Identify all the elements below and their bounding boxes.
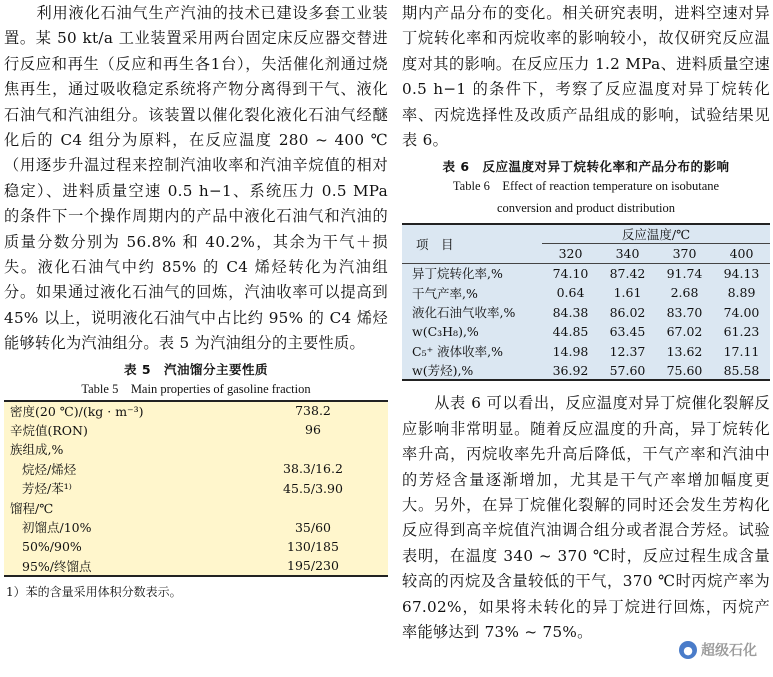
table6-label: w(C₃H₈),%: [412, 324, 479, 340]
table5-row: [4, 459, 388, 479]
table6-value: 74.00: [723, 304, 760, 320]
table6-value: 67.02: [666, 324, 703, 340]
table6-value: 36.92: [552, 362, 589, 378]
right-paragraph-2: 从表 6 可以看出，反应温度对异丁烷催化裂解反应影响非常明显。随着反应温度的升高，异丁烷转化率升高，丙烷收率先升高后降低，干气产率和汽油中的芳烃含量逐渐增加，尤其是干气产率增加幅度更大。另外，在异丁烷催化裂解的同时还会发生芳构化反应得到高辛烷值汽油调合组分或者混合芳烃。试验表明，在温度 340 ~ 370 ℃时，反应过程生成含量较高的丙烷及含量较低的干气，370 ℃时丙烷产率为 67.02%，如果将未转化的异丁烷进行回炼，丙烷产率能够达到 73% ~ 75%。: [402, 394, 770, 642]
table6-value: 44.85: [552, 324, 589, 340]
table5-caption-cn: 表 5 汽油馏分主要性质: [123, 361, 269, 377]
table5-label: 50%/90%: [22, 539, 82, 555]
table5-value: 96: [305, 422, 321, 438]
table6-value: 74.10: [552, 265, 589, 281]
left-column: [4, 0, 388, 600]
table5-row: [4, 420, 388, 440]
table5-value: [238, 440, 388, 460]
table6-label: C₅⁺ 液体收率,%: [412, 344, 503, 360]
table6-value: 86.02: [609, 304, 646, 320]
table6-value: 12.37: [609, 343, 646, 359]
right-paragraph-1: 期内产品分布的变化。相关研究表明，进料空速对异丁烷转化率和丙烷收率的影响较小，故仅研究反应温度对其的影响。在反应压力 1.2 MPa、进料质量空速 0.5 h−1 的条件下，考察了反应温度对异丁烷转化率、丙烷选择性及改质产品组成的影响，试验结果见表 6。: [402, 4, 770, 150]
table5-label: 族组成,%: [10, 442, 64, 458]
table5-label: 辛烷值(RON): [10, 422, 88, 438]
table6-value: 14.98: [552, 343, 589, 359]
table5-footnote: 1）苯的含量采用体积分数表示。: [6, 585, 182, 600]
right-column: [402, 0, 770, 646]
table6-caption-en-1: Table 6 Effect of reaction temperature on isobutane: [452, 179, 720, 194]
table5-label: 密度(20 ℃)/(kg · m⁻³): [10, 403, 144, 419]
table5-value: 130/185: [287, 539, 339, 555]
table6-head-temp: 反应温度/℃: [542, 224, 770, 244]
table6-label: 异丁烷转化率,%: [412, 266, 503, 282]
table5-label: 馏程/℃: [10, 500, 54, 516]
table6-value: 91.74: [666, 265, 703, 281]
table5-value: 45.5/3.90: [283, 480, 343, 496]
table6-row: [402, 322, 770, 342]
table6-label: 液化石油气收率,%: [412, 305, 516, 321]
table6-row: [402, 263, 770, 283]
table5-row: [4, 440, 388, 460]
watermark-text: 超级石化: [701, 643, 757, 659]
table5-value: 738.2: [295, 403, 331, 419]
table6-value: 63.45: [609, 324, 646, 340]
table6-caption-cn: 表 6 反应温度对异丁烷转化率和产品分布的影响: [442, 159, 730, 175]
table5-row: [4, 518, 388, 538]
table6-temp-header: 400: [713, 244, 770, 264]
table6-row: [402, 302, 770, 322]
table6-row: [402, 283, 770, 303]
table6-value: 17.11: [723, 343, 760, 359]
table6-head-item: 项 目: [402, 224, 542, 263]
table6-label: w(芳烃),%: [412, 363, 474, 379]
table6-value: 0.64: [556, 285, 585, 301]
table6-value: 8.89: [727, 285, 756, 301]
table5-value: 195/230: [287, 558, 339, 574]
table5-row: [4, 401, 388, 421]
table5-label: 初馏点/10%: [22, 520, 92, 536]
table6-row: [402, 341, 770, 361]
table6-temp-header: 320: [542, 244, 599, 264]
table6-label: 干气产率,%: [412, 285, 478, 301]
table6-temp-header: 370: [656, 244, 713, 264]
table5-value: 35/60: [294, 519, 332, 535]
table6-value: 61.23: [723, 324, 760, 340]
table5-value: [238, 498, 388, 518]
table5-label: 芳烃/苯¹⁾: [22, 481, 72, 497]
table5-row: [4, 537, 388, 557]
table5: [4, 400, 388, 578]
table6-value: 87.42: [609, 265, 646, 281]
table6-value: 2.68: [670, 285, 699, 301]
table6-temp-header: 340: [599, 244, 656, 264]
wechat-logo-icon: ●: [679, 641, 697, 659]
table6-value: 57.60: [609, 362, 646, 378]
table5-row: [4, 498, 388, 518]
table6-value: 13.62: [666, 343, 703, 359]
table6-value: 94.13: [723, 265, 760, 281]
left-paragraph: 利用液化石油气生产汽油的技术已建设多套工业装置。某 50 kt/a 工业装置采用两台固定床反应器交替进行反应和再生（反应和再生各1台），失活催化剂通过烧焦再生，通过吸收稳定系统将产物分离得到干气、液化石油气和汽油组分。该装置以催化裂化液化石油气经醚化后的 C4 组分为原料，在反应温度 280 ~ 400 ℃（用逐步升温过程来控制汽油收率和汽油辛烷值的相对稳定）、进料质量空速 0.5 h−1、系统压力 0.5 MPa 的条件下一个操作周期内的产品中液化石油气和汽油的质量分数分别为 56.8% 和 40.2%，其余为干气＋损失。液化石油气中约 85% 的 C4 烯烃转化为汽油组分。如果通过液化石油气的回炼，汽油收率可以提高到 45% 以上，说明液化石油气中占比约 95% 的 C4 烯烃能够转化为汽油组分。表 5 为汽油组分的主要性质。: [4, 4, 388, 353]
table5-row: [4, 557, 388, 577]
table6-row: [402, 361, 770, 381]
table6-value: 1.61: [613, 285, 642, 301]
table6-value: 83.70: [666, 304, 703, 320]
table5-caption-en: Table 5 Main properties of gasoline fraction: [81, 381, 311, 396]
table6-value: 85.58: [723, 362, 760, 378]
table5-value: 38.3/16.2: [283, 461, 343, 477]
table6: [402, 223, 770, 381]
table5-label: 烷烃/烯烃: [22, 461, 77, 477]
table6-value: 75.60: [666, 362, 703, 378]
table5-row: [4, 479, 388, 499]
table5-label: 95%/终馏点: [22, 558, 92, 574]
watermark: [675, 639, 761, 661]
table6-value: 84.38: [552, 304, 589, 320]
table6-caption-en-2: conversion and product distribution: [496, 201, 676, 216]
